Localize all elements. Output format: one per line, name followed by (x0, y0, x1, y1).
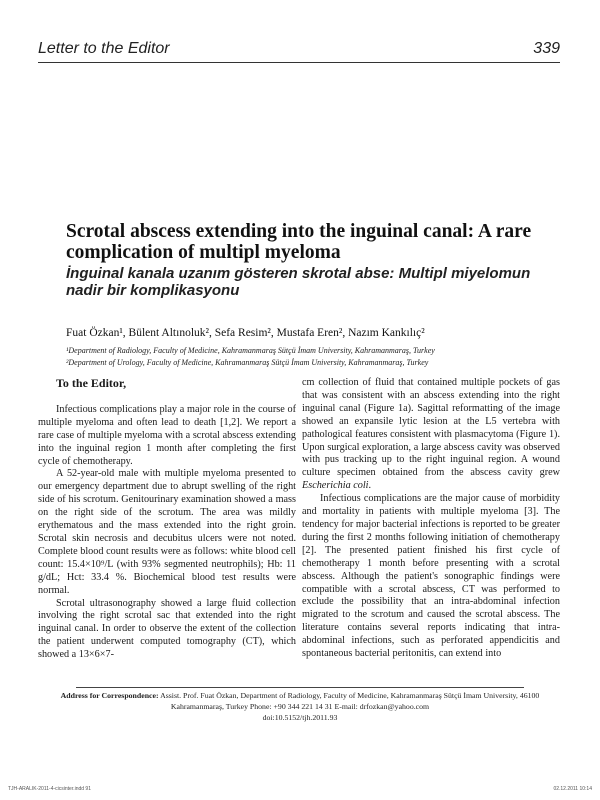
affiliation-radiology: ¹Department of Radiology, Faculty of Medicine, Kahramanmaraş Sütçü İmam University, Kahramanmaraş, Turkey (66, 346, 435, 355)
paragraph: Infectious complications are the major cause of morbidity and mortality in patients with multiple myeloma [3]. The tendency for major bacterial infections is reported to be greater during the first 2 months following initiation of chemotherapy [2]. The presented patient finished his first cycle of chemotherapy 1 month before presenting with a scrotal abscess. Although the patient's sonographic findings were compatible with a scrotal abscess, CT was performed to exclude the possibility that an intra-abdominal infection migrated to the scrotum and caused the scrotal abscess. The literature contains several reports indicating that intra-abdominal infections, such as perforated appendicitis and spontaneous bacterial peritonitis, can extend into (302, 493, 560, 660)
author-list: Fuat Özkan¹, Bülent Altınoluk², Sefa Resim², Mustafa Eren², Nazım Kankılıç² (66, 327, 425, 339)
print-mark-date: 02.12.2011 10:14 (553, 786, 592, 792)
footer-rule (76, 687, 524, 688)
paragraph-text: cm collection of fluid that contained multiple pockets of gas that was consistent with an abscess extending into the right inguinal canal (Figure 1a). Sagittal reformatting of the image showed an expansile lytic lesion at the L5 vertebra with pathological features consistent with plasmacytoma (Figure 1). Upon surgical exploration, a large abscess cavity was observed with pus tracking up to the right inguinal region. A wound culture specimen obtained from the abscess cavity grew (302, 377, 560, 479)
paragraph: Scrotal ultrasonography showed a large fluid collection involving the right scrotal sac that extended into the right inguinal canal. In order to observe the extent of the collection the patient underwent computed tomography (CT), which showed a 13×6×7- (38, 597, 296, 661)
doi: doi:10.5152/tjh.2011.93 (262, 713, 338, 722)
affiliation-urology: ²Department of Urology, Faculty of Medicine, Kahramanmaraş Sütçü İmam University, Kahramanmaraş, Turkey (66, 358, 429, 367)
body-column-left (38, 377, 296, 662)
paragraph-end: . (368, 480, 372, 492)
paragraph (302, 377, 560, 493)
running-header-section: Letter to the Editor (38, 40, 170, 57)
paragraph: Infectious complications play a major role in the course of multiple myeloma and often lead to death [1,2]. We report a rare case of multiple myeloma with a scrotal abscess extending into the inguinal region 1 month after completing the first cycle of chemotherapy. (38, 403, 296, 467)
paragraph: A 52-year-old male with multiple myeloma presented to our emergency department due to abrupt swelling of the right side of his scrotum. Genitourinary examination showed a mass on the right side of the scrotum. The area was mildly erythematous and the mass extended into the right groin. Scrotal skin necrosis and decubitus ulcers were not noted. Complete blood count results were as follows: white blood cell count: 15.4×10⁹/L (with 93% segmented neutrophils); Hb: 11 g/dL; Hct: 33.4 %. Biochemical blood test results were normal. (38, 468, 296, 596)
correspondence-footer (60, 690, 540, 723)
correspondence-label: Address for Correspondence: (60, 691, 159, 700)
print-mark-file: TJH-ARALIK-2011-4-cicsinter.indd 91 (8, 786, 91, 792)
article-title: Scrotal abscess extending into the inguinal canal: A rare complication of multipl myeloma (66, 221, 532, 263)
article-subtitle: İnguinal kanala uzanım gösteren skrotal abse: Multipl miyelomun nadir bir komplikasyonu (66, 265, 531, 299)
salutation: To the Editor, (56, 376, 127, 390)
header-rule (38, 62, 560, 63)
correspondence-address: Assist. Prof. Fuat Özkan, Department of Radiology, Faculty of Medicine, Kahramanmaraş Sütçü İmam University, 46100 Kahramanmaraş, Turkey Phone: +90 344 221 14 31 E-mail: drfozkan@yahoo.com (160, 691, 540, 711)
body-column-right (302, 377, 560, 661)
organism-name: Escherichia coli (302, 480, 369, 492)
page-number: 339 (533, 40, 560, 57)
